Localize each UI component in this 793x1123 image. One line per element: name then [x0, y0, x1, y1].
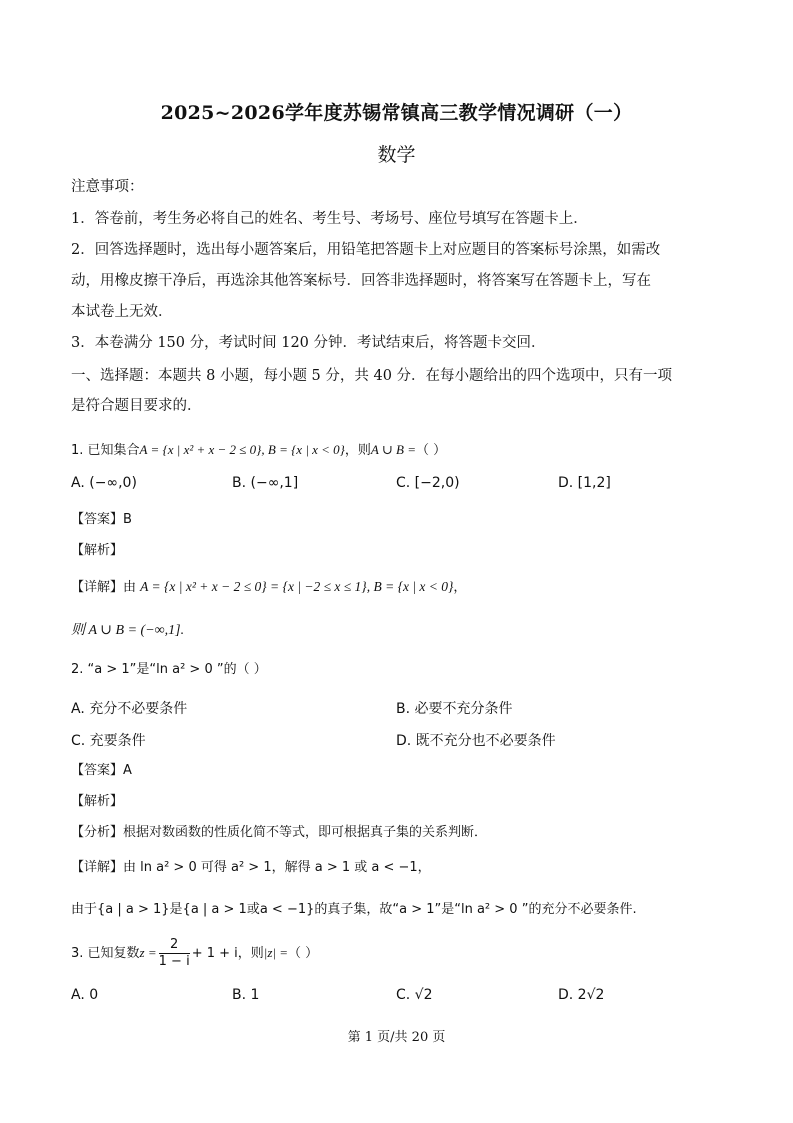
notice-item-2-line-2: 动，用橡皮擦干净后，再选涂其他答案标号．回答非选择题时，将答案写在答题卡上，写在 — [71, 273, 651, 289]
question-3-z-rest: + 1 + i — [191, 946, 238, 961]
question-1-answer: 【答案】B — [71, 512, 132, 527]
question-3-stem — [71, 936, 318, 971]
question-1-option-b: B. (−∞,1] — [232, 475, 299, 491]
section-heading-line-2: 是符合题目要求的． — [71, 398, 202, 414]
question-3-option-b: B. 1 — [232, 987, 260, 1003]
question-2-option-d: D. 既不充分也不必要条件 — [396, 733, 556, 749]
question-3-prefix: 3. 已知复数 — [71, 946, 140, 961]
question-2-analysis: 【解析】 — [71, 794, 124, 809]
question-1-detail-end: ， — [453, 580, 467, 595]
question-1-suffix: ，则 — [344, 443, 371, 458]
notice-item-2-line-1: 2．回答选择题时，选出每小题答案后，用铅笔把答题卡上对应题目的答案标号涂黑，如需改 — [71, 242, 661, 258]
question-2-detail: 【详解】由 ln a² > 0 可得 a² > 1，解得 a > 1 或 a < −1， — [71, 860, 431, 875]
question-2-option-b: B. 必要不充分条件 — [396, 701, 513, 717]
question-3-option-a: A. 0 — [71, 987, 99, 1003]
page-title: 2025~2026学年度苏锡常镇高三教学情况调研（一） — [160, 102, 633, 124]
question-3-z-eq: z = — [139, 945, 157, 960]
question-3-fraction-denominator: 1 − i — [158, 954, 190, 969]
question-3-paren: （ ） — [288, 946, 319, 961]
question-2-option-c: C. 充要条件 — [71, 733, 146, 749]
subject-title: 数学 — [377, 144, 416, 166]
question-3-fraction-numerator: 2 — [159, 937, 190, 954]
question-1-stem — [71, 440, 446, 461]
question-1-option-c: C. [−2,0) — [396, 475, 460, 491]
notice-item-2-line-3: 本试卷上无效． — [71, 304, 173, 320]
question-3-abs-z: |z| = — [263, 945, 289, 960]
page-footer: 第 1 页/共 20 页 — [347, 1030, 446, 1045]
question-1-sets: A = {x | x² + x − 2 ≤ 0}, B = {x | x < 0} — [139, 442, 345, 457]
question-1-analysis: 【解析】 — [71, 543, 124, 558]
notice-item-3: 3．本卷满分 150 分，考试时间 120 分钟．考试结束后，将答题卡交回． — [71, 335, 546, 351]
question-2-stem: 2. “a > 1”是“ln a² > 0 ”的（ ） — [71, 662, 267, 677]
question-3-suffix: ，则 — [237, 946, 264, 961]
question-1-paren: （ ） — [415, 443, 447, 458]
section-heading-line-1: 一、选择题：本题共 8 小题，每小题 5 分，共 40 分．在每小题给出的四个选项中，只有一项 — [71, 368, 673, 384]
question-1-prefix: 1. 已知集合 — [71, 443, 140, 458]
notice-heading: 注意事项： — [71, 179, 144, 195]
question-1-conclusion: 则 A ∪ B = (−∞,1]. — [71, 623, 185, 638]
question-1-detail — [71, 577, 466, 598]
question-2-option-a: A. 充分不必要条件 — [71, 701, 188, 717]
question-3-option-c: C. √2 — [396, 987, 433, 1003]
question-1-union: A ∪ B = — [370, 442, 416, 457]
question-2-conclusion: 由于{a | a > 1}是{a | a > 1或a < −1}的真子集，故“a > 1”是“ln a² > 0 ”的充分不必要条件. — [71, 902, 637, 917]
question-1-detail-math: A = {x | x² + x − 2 ≤ 0} = {x | −2 ≤ x ≤ 1}, B = {x | x < 0} — [140, 579, 454, 594]
question-1-option-d: D. [1,2] — [558, 475, 611, 491]
question-1-option-a: A. (−∞,0) — [71, 475, 137, 491]
notice-item-1: 1．答卷前，考生务必将自己的姓名、考生号、考场号、座位号填写在答题卡上． — [71, 211, 588, 227]
question-1-detail-label: 【详解】由 — [71, 580, 137, 595]
question-3-fraction — [159, 937, 190, 970]
question-2-answer: 【答案】A — [71, 763, 132, 778]
question-2-analysis-note: 【分析】根据对数函数的性质化简不等式，即可根据真子集的关系判断． — [71, 825, 488, 840]
question-3-option-d: D. 2√2 — [558, 987, 605, 1003]
